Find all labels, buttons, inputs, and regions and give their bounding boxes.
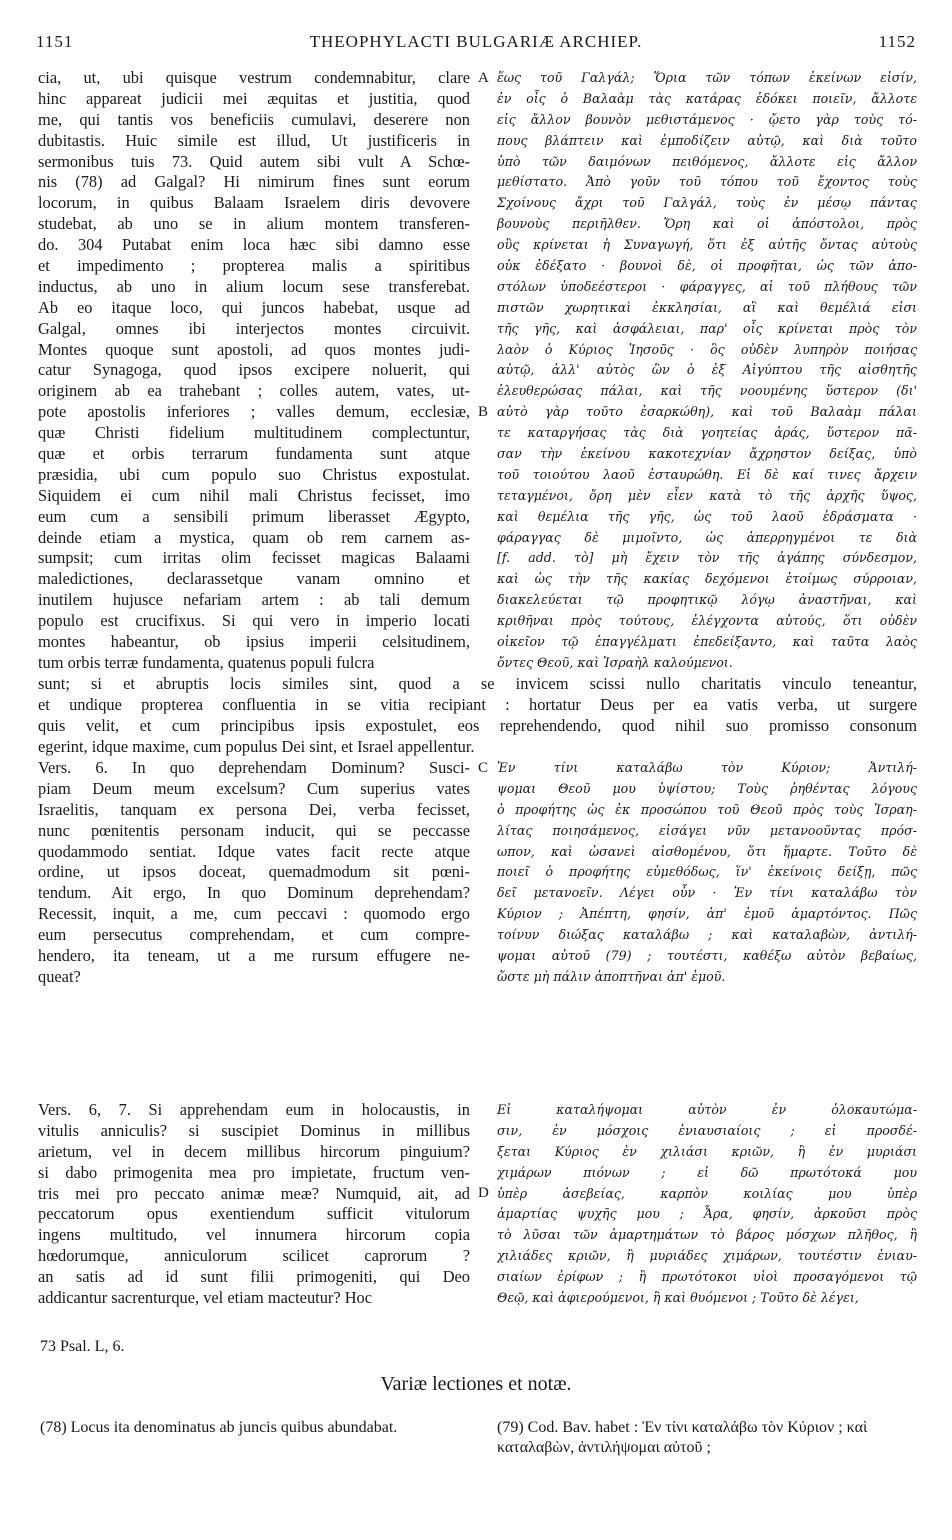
text-line: σιν, ἐν μόσχοις ἐνιαυσιαίοις ; εἰ προσδέ- [497,1122,917,1138]
text-line: λαὸν ὁ Κύριος Ἰησοῦς · ὃς οὐδὲν λυπηρὸν ποιήσας [497,341,917,357]
text-line: arietum, vel in decem millibus hircorum pinguium? [38,1141,470,1161]
text-line: tendum. Ait ergo, In quo Dominum deprehendam? [38,883,470,903]
text-line: do. 304 Putabat enim loca hæc sibi damno esse [38,235,470,255]
text-line: ψομαι Θεοῦ μου ὑψίστου; Τοὺς ῥηθέντας λόγους [497,780,917,796]
text-line: quæ et orbis terrarum fundamenta sunt atque [38,444,470,464]
text-line: sumpsit; cum irritas olim fecisset magicas Balaami [38,548,470,568]
text-line: Κύριον ; Ἀπέπτη, φησίν, ἀπ' ἐμοῦ ἁμαρτόντος. Πῶς [497,906,917,922]
text-line: ὑπὲρ ἀσεβείας, καρπὸν κοιλίας μου ὑπὲρ [497,1185,917,1201]
latin-column-top [38,68,470,674]
text-line: populo est crucifixus. Si qui vero in imperio locati [38,611,470,631]
text-line: montes habeantur, ob ipsius imperii celsitudinem, [38,632,470,652]
text-line: αὐτῷ, ἀλλ' αὐτὸς ὢν ὁ ἐξ Αἰγύπτου τῆς αἰσθητῆς [497,362,917,378]
margin-marker-d: D [478,1185,489,1201]
running-title: THEOPHYLACTI BULGARIÆ ARCHIEP. [309,32,643,51]
text-line: sermonibus tuis 73. Quid autem sibi vult A Schœ- [38,151,470,171]
page-header [36,32,916,56]
text-line: φάραγγας δὲ μιμοῖντο, ὡς ἀπερρηγμένοι τε διὰ [497,529,917,545]
text-line: ὁ προφήτης ὡς ἐκ προσώπου τοῦ Θεοῦ πρὸς τοὺς Ἰσραη- [497,801,917,817]
text-line: sunt; si et abruptis locis similes sint, quod a se invicem scissi nullo charitatis vinculo teneantur, [38,674,917,693]
text-line: ingens multitudo, vel innumera hircorum copia [38,1225,470,1245]
text-line: dubitastis. Huic simile est illud, Ut justificeris in [38,130,470,150]
text-line: Recessit, inquit, a me, cum peccavi : quomodo ergo [38,904,470,924]
text-line: hinc appareat judicii mei æquitas et justitia, quod [38,88,470,108]
greek-column-top [497,68,917,674]
text-line: καὶ ὡς τὴν τῆς κακίας δεχόμενοι ἑτοίμως σύρροιαν, [497,571,917,587]
text-line: quis velit, et cum principibus ipsis expostulet, eos reprehendendo, quod nihil suo promisso consonum [38,715,917,735]
text-line: χιλιάδες κριῶν, ἢ μυριάδες χιμάρων, τουτέστιν ἐνιαυ- [497,1248,917,1264]
text-line: piam Deum meum excelsum? Cum superius vates [38,778,470,798]
text-line: ἐν οἷς ὁ Βαλαὰμ τὰς κατάρας ἐδόκει ποιεῖν, ἄλλοτε [497,90,917,106]
text-line: cia, ut, ubi quisque vestrum condemnabitur, clare [38,68,470,87]
margin-marker-c: C [478,760,489,776]
text-line: τε καταργήσας τὰς διὰ γοητείας ἀράς, ὕστερον πᾶ- [497,425,917,441]
latin-column-verse-6 [38,758,470,988]
text-line: τῆς γῆς, καὶ ἀσφάλειαι, παρ' οἷς κρίνεται πρὸς τὸν [497,320,917,336]
text-line: eum cum a sensibili primum liberasset Ægypto, [38,506,470,526]
text-line: nis (78) ad Galgal? Hi nimirum fines sunt eorum [38,172,470,192]
footnote: 73 Psal. L, 6. [40,1338,125,1355]
text-line: Vers. 6. In quo deprehendam Dominum? Susci- [38,758,470,777]
text-line: τοῦ τοιούτου λαοῦ ἐσταυρώθη. Εἰ δὲ καί τινες ἄρχειν [497,466,917,482]
greek-column-verse-6 [497,758,917,988]
text-line: egerint, idque maxime, cum populus Dei sint, et Israel appellentur. [38,736,475,756]
text-line: Galgal, omnes ibi interjectos montes circuivit. [38,318,470,338]
text-line: queat? [38,966,81,986]
text-line: Ἐν τίνι καταλάβω τὸν Κύριον; Ἀντιλή- [497,760,917,775]
text-line: me, qui tantis vos beneficiis cumulavi, deserere non [38,109,470,129]
text-line: πιστῶν χωρητικαὶ ἐκκλησίαι, αἳ καὶ θεμέλιά εἰσι [497,299,917,315]
text-line: quæ Christi fidelium multitudinem complectuntur, [38,423,470,443]
text-line: eum persecutus comprehendam, et cum compre- [38,925,470,945]
text-line: pote apostolis inferiores ; valles demum, ecclesiæ, [38,402,470,422]
text-line: ὑπὸ τῶν δαιμόνων πειθόμενος, ἄλλοτε εἰς ἄλλον [497,153,917,169]
text-line: inductus, ab uno in alium locum sese transferebat. [38,276,470,296]
text-line: Siquidem ei cum nihil mali Christus fecisset, imo [38,485,470,505]
text-line: et impedimento ; propterea malis a spiritibus [38,256,470,276]
text-line: ψομαι αὐτοῦ (79) ; τουτέστι, καθέξω αὐτὸν βεβαίως, [497,948,917,964]
text-line: σαν τὴν ἐκείνου κακοτεχνίαν ἄχρηστον δείξας, ὑπὸ [497,446,917,462]
text-line: κριθῆναι πρὸς τούτους, ἐλέγχοντα αὐτούς, ὅτι οὐδὲν [497,613,917,629]
text-line: τοίνυν διώξας καταλάβω ; καὶ καταλαβὼν, ἀντιλή- [497,927,917,943]
text-line: nunc pœnitentis personam inducit, qui se peccasse [38,820,470,840]
full-width-paragraph [38,674,917,758]
right-page-number: 1152 [878,32,916,51]
text-line: σιαίων ἐρίφων ; ἢ πρωτότοκοι υἱοὶ προσαγόμενοι τῷ [497,1269,917,1285]
text-line: tum orbis terræ fundamenta, quatenus populi fulcra [38,652,375,672]
text-line: ἁμαρτίας ψυχῆς μου ; Ἆρα, φησίν, ἀρκοῦσι πρὸς [497,1206,917,1222]
left-page-number: 1151 [36,32,74,51]
text-line: αὐτὸ γὰρ τοῦτο ἐσαρκώθη), καὶ τοῦ Βαλαὰμ πάλαι [497,404,917,420]
text-line: addicantur sacrenturque, vel etiam macteutur? Hoc [38,1288,373,1308]
text-line: στόλων ὑποδεέστεροι · φάραγγες, αἱ τοῦ πλήθους τῶν [497,278,917,294]
text-line: μεθίστατο. Ἀπὸ γοῦν τοῦ τόπου τοῦ ἔχοντος τοὺς [497,174,917,190]
text-line: præsidia, ubi cum populo suo Christus expostulat. [38,464,470,484]
text-line: maledictiones, declarassetque vanam omnino et [38,569,470,589]
text-line: ωπον, καὶ ὡσανεὶ αἰσθομένου, ὅτι ἥμαρτε. Τοῦτο δὲ [497,843,917,859]
text-line: πους βλάπτειν καὶ ἐμποδίζειν αὐτῷ, καὶ διὰ τοῦτο [497,132,917,148]
margin-marker-b: B [478,404,489,420]
text-line: ποιεῖ ὁ προφήτης εὐμεθόδως, ἵν' ἐκείνοις δείξῃ, πῶς [497,864,917,880]
text-line: Σχοίνους ἄχρι τοῦ Γαλγάλ, τοὺς ἐν μέσῳ πάντας [497,195,917,211]
greek-column-verse-6-7 [497,1100,917,1309]
text-line: et undique propterea confluentia in se vitia recipiant : hortatur Deus per ea vatis verba, ut surgere [38,694,917,714]
text-line: deinde etiam a mystica, quam ob rem carnem as- [38,527,470,547]
text-line: ἕως τοῦ Γαλγάλ; Ὅρια τῶν τόπων ἐκείνων εἰσίν, [497,70,917,85]
text-line: εἰς ἄλλον βουνὸν μεθιστάμενος · ᾤετο γὰρ τοὺς τό- [497,111,917,127]
text-line: Εἰ καταλήψομαι αὐτὸν ἐν ὁλοκαυτώμα- [497,1102,917,1117]
text-line: καὶ θεμέλια τῆς γῆς, ὡς τοῦ λαοῦ ἑδράσματα · [497,508,917,524]
text-line: διακελεύεται τῷ προφητικῷ λόγῳ ἀναστῆναι, καὶ [497,592,917,608]
text-line: δεῖ μετανοεῖν. Λέγει οὖν · Ἐν τίνι καταλάβω τὸν [497,885,917,901]
text-line: ὄντες Θεοῦ, καὶ Ἰσραὴλ καλούμενοι. [497,654,733,670]
latin-column-verse-6-7 [38,1100,470,1309]
text-line: Vers. 6, 7. Si apprehendam eum in holocaustis, in [38,1100,470,1119]
text-line: ἐλευθερώσας πάλαι, καὶ τῆς νοουμένης ὕστερον (δι' [497,383,917,399]
text-line: οἰκεῖον τῷ ἐπαγγέλματι ἐπεδείξαντο, καὶ ταῦτα λαὸς [497,634,917,650]
text-line: χιμάρων πιόνων ; εἰ δῶ πρωτότοκά μου [497,1164,917,1180]
text-line: catur Synagoga, quod ipsos excipere noluerit, qui [38,360,470,380]
text-line: studebat, ab uno se in alium montem transferen- [38,214,470,234]
text-line: vitulis anniculis? si suscipiet Dominus in millibus [38,1120,470,1140]
note-79: (79) Cod. Bav. habet : Ἐν τίνι καταλάβω τὸν Κύριον ; καὶ καταλαβὼν, ἀντιλήψομαι αὐτοῦ ; [497,1419,868,1456]
text-line: Montes quoque sunt apostoli, ad quos montes judi- [38,339,470,359]
notes-title: Variæ lectiones et notæ. [380,1373,572,1395]
text-line: Θεῷ, καὶ ἀφιερούμενοι, ἢ καὶ θυόμενοι ; Τοῦτο δὲ λέγει, [497,1290,859,1306]
text-line: οὐκ ἐδέξατο · βουνοὶ δὲ, οἱ προφῆται, ὡς τῶν ἀπο- [497,258,917,274]
text-line: si dabo primogenita mea pro impietate, fructum ven- [38,1162,470,1182]
text-line: βουνοὺς περιῆλθεν. Ὄρη καὶ οἱ ἀπόστολοι, πρὸς [497,216,917,232]
text-line: Israelitis, tanquam ex persona Dei, verba fecisset, [38,799,470,819]
text-line: τὸ λῦσαι τῶν ἁμαρτημάτων τὸ βάρος μόσχων πλῆθος, ἢ [497,1227,917,1243]
text-line: hœdorumque, anniculorum scilicet caprorum ? [38,1246,470,1266]
text-line: ὥστε μὴ πάλιν ἀποπτῆναι ἀπ' ἐμοῦ. [497,968,726,984]
text-line: locorum, in quibus Balaam Israelem diris devovere [38,193,470,213]
text-line: originem ab ea trahebant ; colles autem, vates, ut- [38,381,470,401]
text-line: [f. add. τὸ] μὴ ἔχειν τὸν τῆς ἀγάπης σύνδεσμον, [497,550,917,566]
note-78: (78) Locus ita denominatus ab juncis quibus abundabat. [40,1419,398,1436]
text-line: ξεται Κύριος ἐν χιλιάσι κριῶν, ἢ ἐν μυριάσι [497,1143,917,1159]
margin-marker-a: A [478,70,489,86]
text-line: ordine, ut ipsos doceat, quemadmodum sit pœni- [38,862,470,882]
text-line: τεταγμένοι, ὄρη μὲν εἶεν κατὰ τὸ τῆς ἀρχῆς ὕψος, [497,487,917,503]
text-line: hendero, ita teneam, ut a me rursum effugere ne- [38,946,470,966]
text-line: tris mei pro peccato animæ meæ? Numquid, ait, ad [38,1183,470,1203]
text-line: quodammodo sentiat. Idque vates facit recte atque [38,841,470,861]
text-line: Ab eo itaque loco, qui juncos habebat, usque ad [38,297,470,317]
text-line: peccatorum opus exentiendum sufficit vitulorum [38,1204,470,1224]
text-line: an satis ad id sunt filii primogeniti, qui Deo [38,1267,470,1287]
text-line: οὓς κρίνεται ἡ Συναγωγή, ὅτι ἐξ αὐτῆς ὄντας αὐτοὺς [497,237,917,253]
text-line: inutilem hujusce nefariam artem : ab tali demum [38,590,470,610]
text-line: λίτας ποιησάμενος, εἰσάγει νῦν μετανοοῦντας πρόσ- [497,822,917,838]
